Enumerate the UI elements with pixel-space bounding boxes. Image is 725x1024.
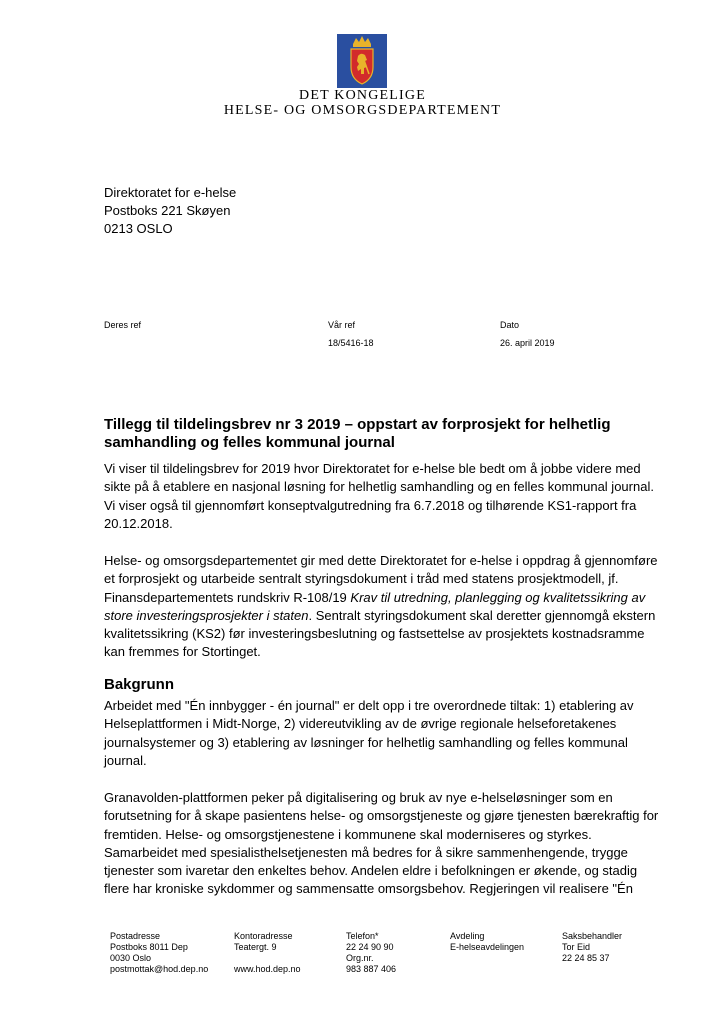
paragraph-2-text bbox=[104, 552, 664, 662]
footer-kontoradresse-line1: Teatergt. 9 bbox=[234, 942, 277, 952]
deres-ref-label: Deres ref bbox=[104, 320, 142, 330]
footer-orgnr-value: 983 887 406 bbox=[346, 964, 397, 974]
footer-kontoradresse bbox=[234, 931, 301, 975]
footer-saksbehandler bbox=[562, 931, 622, 964]
recipient-name: Direktoratet for e-helse bbox=[104, 185, 237, 200]
recipient-street: Postboks 221 Skøyen bbox=[104, 203, 231, 218]
dato-value: 26. april 2019 bbox=[500, 338, 555, 348]
footer-orgnr-label: Org.nr. bbox=[346, 953, 374, 963]
paragraph-3-text: Arbeidet med "Én innbygger - én journal" er delt opp i tre overordnede tiltak: 1) etablering av Helseplattformen i Midt-Norge, 2) videreutvikling av de øvrige regionale helseforetakenes journalsystemer og 3) etablering av løsninger for helhetlig samhandling og felles kommunal journal. bbox=[104, 698, 634, 768]
footer-avdeling-value: E-helseavdelingen bbox=[450, 942, 525, 952]
paragraph-2 bbox=[104, 552, 664, 662]
paragraph-4-text: Granavolden-plattformen peker på digitalisering og bruk av nye e-helseløsninger som en forutsetning for å skape pasientens helse- og omsorgstjeneste og gjøre tjenesten bærekraftig for fremtiden. Helse- og omsorgstjenestene i kommunene skal moderniseres og styrkes. Samarbeidet med spesialisthelsetjenesten må bedres for å sikre sammenhengende, trygge tjenester som ivaretar den enkeltes behov. Andelen eldre i befolkningen er økende, og stadig flere har kroniske sykdommer og sammensatte omsorgsbehov. Regjeringen vil realisere "Én bbox=[104, 790, 659, 897]
letterhead-line-2: HELSE- OG OMSORGSDEPARTEMENT bbox=[223, 103, 502, 118]
paragraph-4 bbox=[104, 789, 664, 899]
letter-title: Tillegg til tildelingsbrev nr 3 2019 – oppstart av forprosjekt for helhetlig samhandling og felles kommunal journal bbox=[104, 416, 611, 451]
dato-label: Dato bbox=[500, 320, 520, 330]
footer-postadresse bbox=[110, 931, 208, 975]
footer-saksbehandler-label: Saksbehandler bbox=[562, 931, 623, 941]
paragraph-2-part-b: . Sentralt styringsdokument skal deretter gjennomgå ekstern kvalitetssikring (KS2) før investeringsbeslutning og fastsettelse av prosjektets kostnadsramme kan fremmes for Stortinget. bbox=[104, 607, 656, 660]
footer-telefon bbox=[346, 931, 396, 975]
paragraph-1 bbox=[104, 460, 664, 533]
footer-kontoradresse-label: Kontoradresse bbox=[234, 931, 293, 941]
var-ref-value: 18/5416-18 bbox=[328, 338, 374, 348]
footer-website: www.hod.dep.no bbox=[234, 964, 301, 974]
paragraph-1-text: Vi viser til tildelingsbrev for 2019 hvor Direktoratet for e-helse ble bedt om å jobbe videre med sikte på å etablere en nasjonal løsning for helhetlig samhandling og en felles kommunal journal. Vi viser også til gjennomført konseptvalgutredning fra 6.7.2018 og tilhørende KS1-rapport fra 20.12.2018. bbox=[104, 461, 654, 531]
coat-of-arms-crest bbox=[337, 34, 387, 88]
footer-telefon-number: 22 24 90 90 bbox=[346, 942, 394, 952]
footer-saksbehandler-name: Tor Eid bbox=[562, 942, 591, 952]
recipient-postcode: 0213 OSLO bbox=[104, 221, 173, 236]
footer-avdeling-label: Avdeling bbox=[450, 931, 485, 941]
paragraph-2-part-a: Helse- og omsorgsdepartementet gir med dette Direktoratet for e-helse i oppdrag å gjennomføre et forprosjekt og utarbeide sentralt styringsdokument i tråd med statens prosjektmodell, jf. Finansdepartementets rundskriv R-108/19 bbox=[104, 553, 658, 605]
footer-postadresse-line1: Postboks 8011 Dep bbox=[110, 942, 188, 952]
footer-postadresse-label: Postadresse bbox=[110, 931, 161, 941]
footer-telefon-label: Telefon* bbox=[346, 931, 379, 941]
footer-avdeling bbox=[450, 931, 524, 953]
footer-email: postmottak@hod.dep.no bbox=[110, 964, 209, 974]
footer-postadresse-line2: 0030 Oslo bbox=[110, 953, 152, 963]
paragraph-2-italic-title: Krav til utredning, planlegging og kvalitetssikring av store investeringsprosjekter i staten bbox=[104, 589, 646, 623]
section-heading-bakgrunn: Bakgrunn bbox=[104, 676, 175, 693]
paragraph-3 bbox=[104, 697, 664, 770]
var-ref-label: Vår ref bbox=[328, 320, 356, 330]
footer-saksbehandler-phone: 22 24 85 37 bbox=[562, 953, 610, 963]
letterhead-line-1: DET KONGELIGE bbox=[299, 88, 426, 103]
